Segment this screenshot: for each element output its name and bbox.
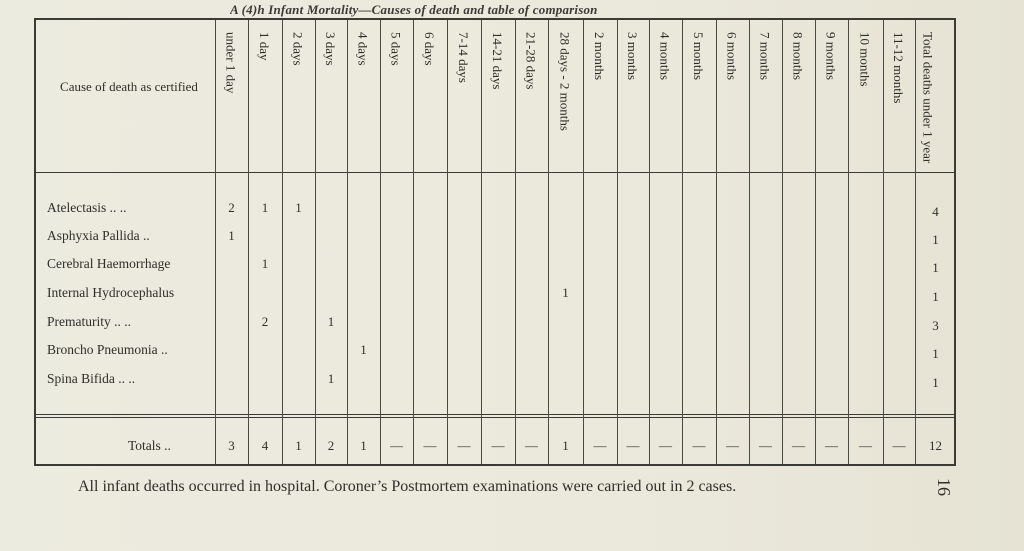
totals-cell: — [692, 438, 706, 453]
column-divider [481, 20, 482, 464]
table-cell: 1 [932, 375, 939, 390]
column-header: 6 days [422, 32, 437, 66]
cause-column-header: Cause of death as certified [60, 79, 198, 94]
totals-cell: 1 [562, 438, 569, 453]
totals-cell: — [825, 438, 838, 453]
column-header: 28 days - 2 months [557, 32, 573, 131]
totals-cell: — [423, 438, 437, 453]
totals-rule-second [34, 417, 956, 418]
column-divider [749, 20, 750, 464]
column-divider [617, 20, 618, 464]
column-divider [682, 20, 683, 464]
totals-cell: 4 [261, 438, 269, 453]
table-cell: 1 [360, 342, 367, 357]
column-divider [447, 20, 448, 464]
table-cell: 2 [228, 200, 235, 215]
totals-cell: 3 [228, 438, 235, 453]
row-label: Asphyxia Pallida .. [47, 228, 150, 243]
table-cell: 4 [932, 204, 939, 219]
table-cell: 1 [327, 314, 335, 329]
column-header: 6 months [724, 32, 740, 81]
row-label: Internal Hydrocephalus [47, 285, 175, 300]
totals-cell: — [726, 438, 739, 453]
column-divider [282, 20, 283, 464]
column-header: 21-28 days [523, 32, 539, 90]
table-cell: 1 [932, 289, 939, 304]
table-cell: 1 [261, 256, 269, 271]
column-divider [548, 20, 549, 464]
column-divider [649, 20, 650, 464]
column-header: under 1 day [223, 32, 239, 94]
row-label: Prematurity .. .. [47, 314, 131, 329]
column-header: 1 day [257, 32, 272, 61]
table-cell: 1 [562, 285, 569, 300]
totals-cell: 12 [929, 438, 942, 453]
row-label: Atelectasis .. .. [47, 200, 127, 215]
totals-cell: 2 [327, 438, 335, 453]
table-cell: 2 [261, 314, 269, 329]
totals-cell: — [859, 438, 872, 453]
column-header: 2 days [290, 32, 306, 66]
column-header: 10 months [857, 32, 873, 87]
column-divider [413, 20, 414, 464]
totals-cell: — [659, 438, 672, 453]
column-divider [248, 20, 249, 464]
column-header: 5 days [388, 32, 404, 66]
totals-cell: 1 [360, 438, 367, 453]
column-header: 4 days [355, 32, 371, 66]
column-divider [716, 20, 717, 464]
column-header: 8 months [790, 32, 806, 81]
column-header: 7 months [757, 32, 773, 81]
column-header: 4 months [657, 32, 673, 81]
totals-cell: — [593, 438, 607, 453]
totals-cell: — [390, 438, 403, 453]
column-header: 9 months [823, 32, 839, 81]
totals-cell: — [491, 438, 505, 453]
row-label: Broncho Pneumonia .. [47, 342, 168, 357]
table-cell: 1 [932, 260, 939, 275]
column-divider [815, 20, 816, 464]
page-number: 16 [934, 478, 954, 496]
totals-cell: — [525, 438, 538, 453]
header-rule [34, 172, 956, 173]
column-divider [315, 20, 316, 464]
column-divider [583, 20, 584, 464]
table-cell: 1 [295, 200, 302, 215]
table-cell: 1 [228, 228, 235, 243]
table-cell: 1 [932, 232, 939, 247]
column-divider [915, 20, 916, 464]
column-header: 5 months [691, 32, 706, 81]
table-cell: 3 [932, 318, 939, 333]
totals-cell: — [892, 438, 906, 453]
table-cell: 1 [327, 371, 335, 386]
column-divider [515, 20, 516, 464]
totals-label: Totals .. [128, 438, 171, 453]
table-caption: A (4)h Infant Mortality—Causes of death and table of comparison [230, 2, 598, 17]
table-cell: 1 [261, 200, 269, 215]
totals-cell: 1 [295, 438, 302, 453]
column-header: 2 months [592, 32, 607, 81]
column-header: 7-14 days [456, 32, 471, 83]
footer-note: All infant deaths occurred in hospital. Coroner’s Postmortem examinations were carried out in 2 cases. [78, 478, 737, 495]
column-header: 14-21 days [490, 32, 505, 90]
row-label: Cerebral Haemorrhage [47, 256, 171, 271]
column-divider [883, 20, 884, 464]
totals-cell: — [626, 438, 640, 453]
column-header: Total deaths under 1 year [920, 32, 936, 164]
totals-rule [34, 414, 956, 415]
column-divider [347, 20, 348, 464]
totals-cell: — [792, 438, 805, 453]
column-header: 3 months [625, 32, 640, 81]
column-header: 11-12 months [891, 32, 906, 104]
row-label: Spina Bifida .. .. [47, 371, 136, 386]
totals-cell: — [457, 438, 471, 453]
totals-cell: — [759, 438, 772, 453]
column-divider [848, 20, 849, 464]
column-divider [380, 20, 381, 464]
column-header: 3 days [323, 32, 338, 66]
table-cell: 1 [932, 346, 939, 361]
column-divider [782, 20, 783, 464]
